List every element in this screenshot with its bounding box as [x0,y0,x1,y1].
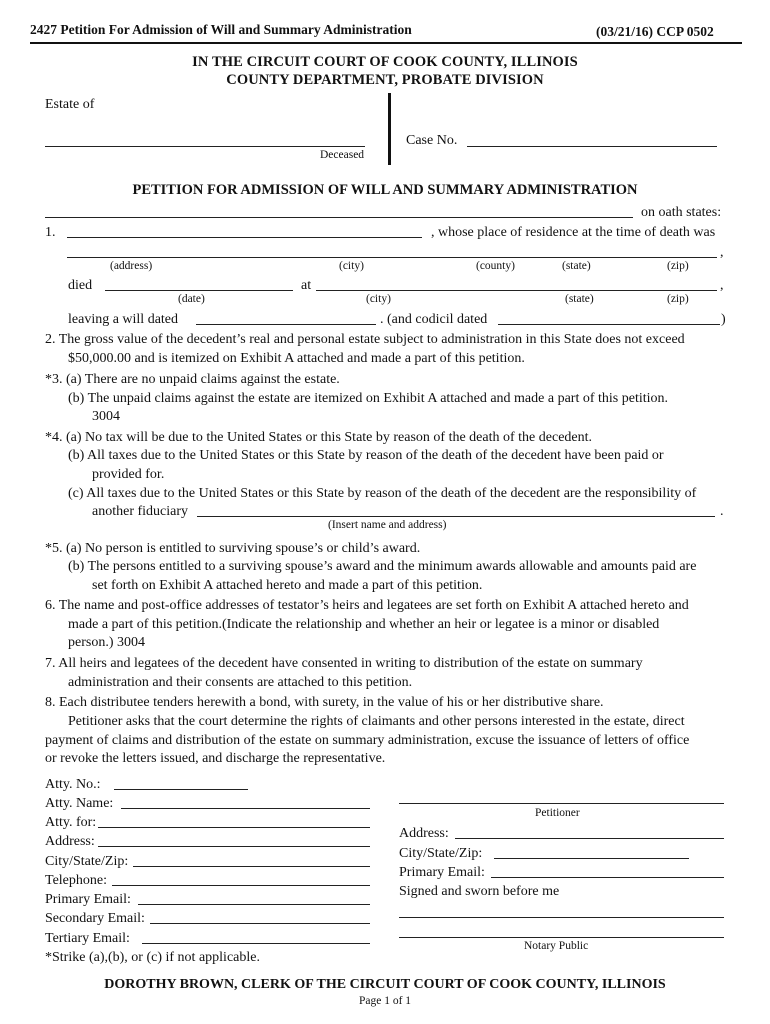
clerk-footer: DOROTHY BROWN, CLERK OF THE CIRCUIT COURT OF COOK COUNTY, ILLINOIS [104,977,666,992]
atty-address-label: Address: [45,834,95,849]
page-number: Page 1 of 1 [358,995,412,1007]
atty-tertiary-email-label: Tertiary Email: [45,931,130,946]
atty-tertiary-email-field[interactable] [142,943,370,944]
residence-field[interactable] [67,257,717,258]
item2-line-1: 2. The gross value of the decedent’s real and personal estate subject to administration in this State does not exceed [45,332,685,347]
death-date-field[interactable] [105,290,293,291]
death-place-field[interactable] [316,290,717,291]
prayer-line-3: or revoke the letters issued, and discharge the representative. [45,751,386,766]
atty-telephone-field[interactable] [112,885,370,886]
label-city: (city) [339,260,364,272]
estate-of-label: Estate of [45,97,95,112]
fiduciary-field[interactable] [197,516,715,517]
petitioner-address-label: Address: [399,826,449,841]
died-label: died [68,278,93,293]
codicil-date-field[interactable] [498,324,720,325]
label-state-2: (state) [565,293,594,305]
at-label: at [301,278,312,293]
codicil-close: ) [721,312,726,327]
item7-line-2: administration and their consents are attached to this petition. [68,675,413,690]
atty-address-field[interactable] [98,846,370,847]
item4-b-2: provided for. [92,467,165,482]
petition-title: PETITION FOR ADMISSION OF WILL AND SUMMARY ADMINISTRATION [132,182,638,198]
item4-a: *4. (a) No tax will be due to the United States or this State by reason of the death of the decedent. [45,430,593,445]
strike-note: *Strike (a),(b), or (c) if not applicable. [45,950,260,965]
petitioner-name-field[interactable] [45,217,633,218]
item6-line-3: person.) 3004 [68,635,145,650]
item5-b-1: (b) The persons entitled to a surviving spouse’s award and the minimum awards allowable and amounts paid are [68,559,697,574]
atty-secondary-email-field[interactable] [150,923,370,924]
form-code: (03/21/16) CCP 0502 [596,24,714,39]
item2-line-2: $50,000.00 and is itemized on Exhibit A attached and made a part of this petition. [68,351,525,366]
atty-secondary-email-label: Secondary Email: [45,911,145,926]
atty-no-field[interactable] [114,789,248,790]
decedent-name-field[interactable] [67,237,422,238]
sworn-date-field[interactable] [399,917,724,918]
item5-b-2: set forth on Exhibit A attached hereto and made a part of this petition. [92,578,483,593]
notary-signature-field[interactable] [399,937,724,938]
atty-primary-email-label: Primary Email: [45,892,131,907]
atty-name-field[interactable] [121,808,370,809]
item4-c-end: . [720,504,724,519]
leaving-will-label: leaving a will dated [68,312,179,327]
insert-name-label: (Insert name and address) [328,519,447,531]
atty-no-label: Atty. No.: [45,777,101,792]
item1-residence-text: , whose place of residence at the time of death was [431,225,716,240]
label-address: (address) [110,260,153,272]
atty-city-field[interactable] [133,866,370,867]
label-state: (state) [562,260,591,272]
petitioner-city-label: City/State/Zip: [399,846,483,861]
atty-name-label: Atty. Name: [45,796,114,811]
item6-line-2: made a part of this petition.(Indicate the relationship and whether an heir or legatee is a minor or disabled [68,617,660,632]
label-zip: (zip) [667,260,689,272]
estate-name-field[interactable] [45,146,365,147]
form-title: 2427 Petition For Admission of Will and Summary Administration [30,22,412,37]
petitioner-label: Petitioner [535,807,580,819]
case-no-label: Case No. [406,133,458,148]
item3-b: (b) The unpaid claims against the estate are itemized on Exhibit A attached and made a part of this petition. [68,391,668,406]
notary-label: Notary Public [524,940,589,952]
petitioner-email-field[interactable] [491,877,724,878]
atty-for-field[interactable] [98,827,370,828]
label-city-2: (city) [366,293,391,305]
item6-line-1: 6. The name and post-office addresses of testator’s heirs and legatees are set forth on Exhibit A attached hereto and [45,598,689,613]
item3-a: *3. (a) There are no unpaid claims against the estate. [45,372,340,387]
oath-text: on oath states: [641,205,722,220]
item4-b-1: (b) All taxes due to the United States or this State by reason of the death of the decedent have been paid or [68,448,664,463]
codicil-label: . (and codicil dated [380,312,488,327]
prayer-line-1: Petitioner asks that the court determine the rights of claimants and other persons interested in the estate, direct [68,714,685,729]
court-line-1: IN THE CIRCUIT COURT OF COOK COUNTY, ILLINOIS [192,54,578,70]
atty-primary-email-field[interactable] [138,904,370,905]
label-date: (date) [178,293,205,305]
item1-number: 1. [45,225,56,240]
petitioner-email-label: Primary Email: [399,865,485,880]
label-county: (county) [476,260,515,272]
header-rule [30,42,742,44]
prayer-line-2: payment of claims and distribution of the estate on summary administration, excuse the issuance of letters of office [45,733,690,748]
case-no-field[interactable] [467,146,717,147]
item8-line-1: 8. Each distributee tenders herewith a bond, with surety, in the value of his or her distributive share. [45,695,604,710]
petitioner-address-field[interactable] [455,838,724,839]
petitioner-city-field[interactable] [494,858,689,859]
label-zip-2: (zip) [667,293,689,305]
will-date-field[interactable] [196,324,376,325]
signed-sworn-text: Signed and sworn before me [399,884,560,899]
item7-line-1: 7. All heirs and legatees of the decedent have consented in writing to distribution of the estate on summary [45,656,643,671]
atty-telephone-label: Telephone: [45,873,107,888]
atty-for-label: Atty. for: [45,815,97,830]
petitioner-signature-field[interactable] [399,803,724,804]
item4-c-1: (c) All taxes due to the United States or this State by reason of the death of the decedent are the responsibility of [68,486,697,501]
caption-divider [388,93,391,165]
item1-comma-1: , [720,245,724,260]
item3-code: 3004 [92,409,120,424]
court-line-2: COUNTY DEPARTMENT, PROBATE DIVISION [226,72,544,88]
item4-c-2: another fiduciary [92,504,189,519]
deceased-label: Deceased [320,149,365,161]
item5-a: *5. (a) No person is entitled to surviving spouse’s or child’s award. [45,541,421,556]
atty-city-label: City/State/Zip: [45,854,129,869]
item1-comma-2: , [720,278,724,293]
